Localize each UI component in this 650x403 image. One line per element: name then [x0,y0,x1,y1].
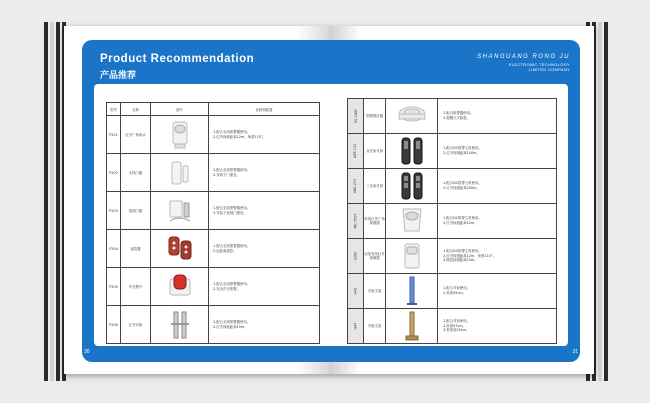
company-brand [477,54,570,72]
table-row [107,154,320,192]
cell-params: 1.配合无线报警器使用。 2.安装于卷闸门窗处。 [209,192,320,230]
cell-params: 1.配合报警器使用。 2.提醒火灾隐患。 [438,99,557,134]
cell-model: H45 [348,274,364,309]
left-page [64,26,329,374]
table-row [348,239,557,274]
cell-model: P205 [107,268,121,306]
siren-icon [165,271,195,303]
cell-name: 无线门磁 [121,154,151,192]
cell-photo [151,268,209,306]
right-page [329,26,594,374]
cell-photo [386,134,438,169]
table-header-row [107,103,320,116]
cell-model: ABT-100 [348,134,364,169]
brochure-spread [64,26,594,374]
page-number-right: 31 [572,349,578,355]
page-title: Product Recommendation [100,53,255,65]
table-row [107,306,320,344]
beam-bracket-l-icon [397,310,427,342]
cell-name: 双光束对射 [364,134,386,169]
table-row [107,192,320,230]
cell-photo [386,239,438,274]
cell-model: P204 [107,230,121,268]
cell-name: 三光束对射 [364,169,386,204]
table-row [348,309,557,344]
cell-params: 1.配合对射使用。 2.高度45cm。 [438,274,557,309]
cell-params: 1.配合无线报警器使用。 2.红外探测距离12m，角度110°。 [209,116,320,154]
brand-line-3: LIMITED COMPANY [528,67,570,72]
table-row [348,169,557,204]
table-row [107,116,320,154]
header-photo: 照片 [151,103,209,116]
brand-line-2: ELECTRONIC TECHNOLOGY [508,62,570,67]
smoke-detector-icon [397,100,427,132]
cell-name: 对射支架 [364,274,386,309]
cell-params: 1.配合无线报警器使用。 2.红外探测距离15m。 [209,306,320,344]
cell-photo [151,116,209,154]
cell-photo [151,230,209,268]
cell-photo [386,169,438,204]
cell-model: ABE-200 [348,169,364,204]
cell-name: 遥控器 [121,230,151,268]
cell-photo [151,192,209,230]
cell-photo [386,204,438,239]
cell-name: 红外对射 [121,306,151,344]
cell-model: P203 [107,192,121,230]
cell-model: H47 [348,309,364,344]
table-row [107,268,320,306]
cell-params: 1.配合无线报警器使用。 2.安装于门窗处。 [209,154,320,192]
table-row [348,204,557,239]
cell-params: 1.配合DC报警主机使用。 2.红外探测距离12m，角度110°。 3.微波探测距离15m。 [438,239,557,274]
cell-params: 1.配合DC报警主机使用。 2.红外探测距离200m。 [438,169,557,204]
cell-model: MC-750T [348,204,364,239]
header-name: 名称 [121,103,151,116]
cell-name: 双鉴有线红外探测器 [364,239,386,274]
triple-beam-icon [397,170,427,202]
header-params: 参数和配置 [209,103,320,116]
cell-params: 1.配合DC报警主机使用。 2.红外探测距离100m。 [438,134,557,169]
cell-name: 对射支架 [364,309,386,344]
cell-params: 1.配合对射使用。 2.高度47cm。 3.带底座25cm。 [438,309,557,344]
rolling-door-sensor-icon [165,195,195,227]
cell-photo [151,306,209,344]
page-subtitle: 产品推荐 [100,71,137,81]
cell-model: P206 [107,306,121,344]
product-table-left [106,102,320,344]
cell-params: 1.配合DC报警主机使用。 2.红外探测距离12m。 [438,204,557,239]
cell-photo [151,154,209,192]
table-row [348,274,557,309]
cell-model: P202 [107,154,121,192]
cell-model: S260 [348,239,364,274]
cell-photo [386,99,438,134]
cell-params: 1.配合无线报警器使用。 2.发出声光报警。 [209,268,320,306]
table-row [348,134,557,169]
cell-photo [386,309,438,344]
cell-name: 声光警号 [121,268,151,306]
header-model: 型号 [107,103,121,116]
dual-tech-pir-icon [397,240,427,272]
product-table-right [347,98,557,344]
cell-name: 红外广角探头 [121,116,151,154]
page-number-left: 30 [84,349,90,355]
cell-model: P201 [107,116,121,154]
cell-name: 烟雾感应器 [364,99,386,134]
infrared-beam-icon [165,309,195,341]
table-row [348,99,557,134]
remote-control-icon [165,233,195,265]
door-sensor-icon [165,157,195,189]
cell-params: 1.配合无线报警器使用。 2.远距离遥控。 [209,230,320,268]
cell-name: 有线红外广角探测器 [364,204,386,239]
beam-bracket-icon [397,275,427,307]
cell-model: SS-168F [348,99,364,134]
wired-pir-icon [397,205,427,237]
table-row [107,230,320,268]
pir-sensor-icon [165,119,195,151]
cell-photo [386,274,438,309]
dual-beam-icon [397,135,427,167]
cell-name: 卷闸门磁 [121,192,151,230]
brand-name: SHANGUANG RONG JU [477,54,570,60]
